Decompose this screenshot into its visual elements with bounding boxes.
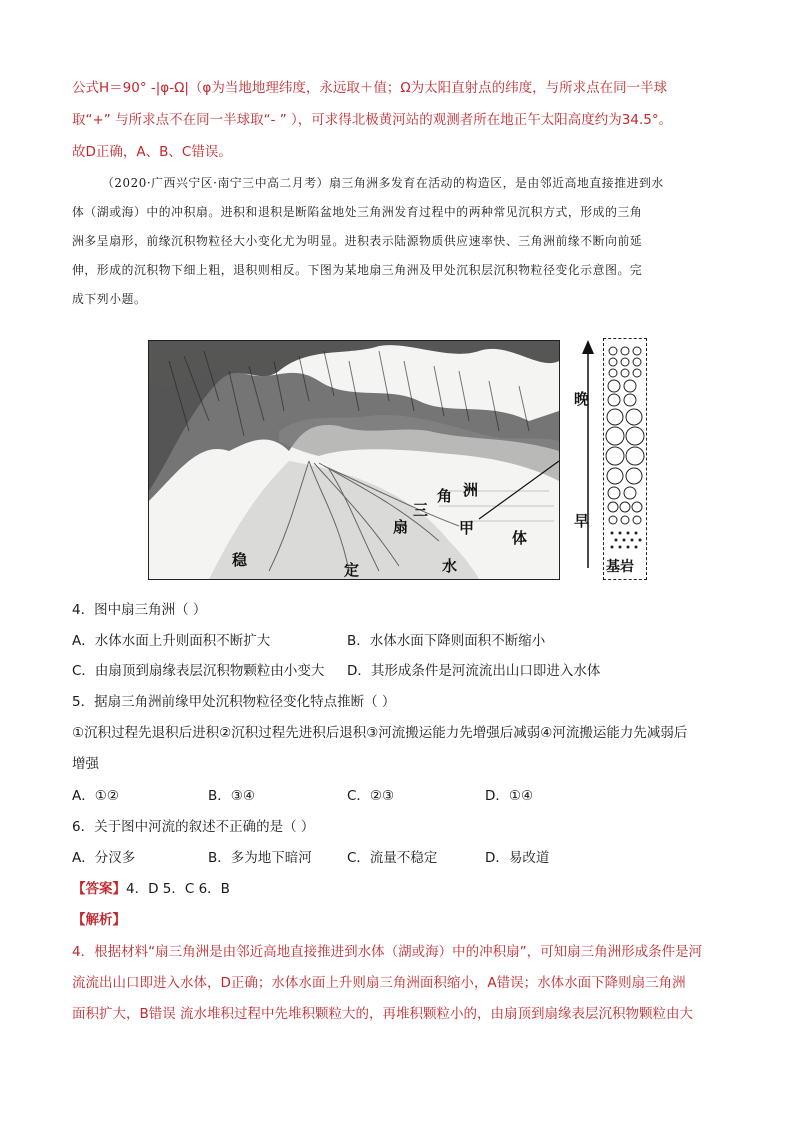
fan-delta-figure [148, 338, 648, 580]
q4-option-b: B．水体水面下降则面积不断缩小 [347, 633, 546, 649]
q4-option-c: C．由扇顶到扇缘表层沉积物颗粒由小变大 [72, 663, 325, 679]
q5-stem: 5．据扇三角洲前缘甲处沉积物粒径变化特点推断（ ） [72, 694, 396, 710]
answer-text: 4．D 5．C 6．B [126, 881, 230, 897]
label-late: 晚 [574, 390, 590, 408]
label-jia: 甲 [459, 519, 475, 537]
label-bedrock: 基岩 [606, 559, 634, 575]
q4-stem: 4．图中扇三角洲（ ） [72, 602, 207, 618]
analysis-line-1: 4．根据材料“扇三角洲是由邻近高地直接推进到水体（湖或海）中的冲积扇”，可知扇三角洲形成条件是河 [72, 944, 703, 960]
passage-line-1: （2020·广西兴宁区·南宁三中高二月考）扇三角洲多发育在活动的构造区，是由邻近高地直接推进到水 [102, 176, 664, 190]
q5-option-a: A．①② [72, 788, 119, 804]
label-early: 早 [574, 512, 590, 530]
q6-option-c: C．流量不稳定 [347, 850, 438, 866]
fan-delta-illustration [148, 340, 560, 580]
label-jiao: 角 [437, 487, 453, 505]
analysis-tag: 【解析】 [72, 912, 126, 928]
q6-stem: 6．关于图中河流的叙述不正确的是（ ） [72, 819, 315, 835]
label-ding: 定 [344, 561, 360, 579]
passage-line-2: 体（湖或海）中的冲积扇。进积和退积是断陷盆地处三角洲发育过程中的两种常见沉积方式，形成的三角 [72, 205, 643, 219]
label-water: 水 [442, 557, 458, 575]
q6-option-b: B．多为地下暗河 [208, 850, 312, 866]
analysis-line-3: 面积扩大，B错误 流水堆积过程中先堆积颗粒大的，再堆积颗粒小的，由扇顶到扇缘表层沉积物颗粒由大 [72, 1006, 694, 1022]
q6-option-d: D．易改道 [485, 850, 550, 866]
answer-tag: 【答案】 [72, 881, 126, 897]
intro-line-3: 故D正确，A、B、C错误。 [72, 144, 232, 160]
sediment-grains [604, 339, 646, 579]
passage-line-3: 洲多呈扇形，前缘沉积物粒径大小变化尤为明显。进积表示陆源物质供应速率快、三角洲前缘不断向前延 [72, 234, 643, 248]
q4-option-d: D．其形成条件是河流流出山口即进入水体 [347, 663, 601, 679]
label-zhou: 洲 [463, 481, 479, 499]
label-san: 三 [413, 501, 429, 519]
analysis-tag-line [72, 910, 126, 930]
label-stable: 稳 [232, 551, 248, 569]
answer-line [72, 879, 230, 899]
terrain-drawing [149, 341, 559, 579]
q6-option-a: A．分汊多 [72, 850, 136, 866]
label-body: 体 [512, 529, 528, 547]
sediment-column [603, 338, 647, 580]
q5-option-c: C．②③ [347, 788, 395, 804]
q5-body-line-2: 增强 [72, 756, 99, 772]
q5-option-d: D．①④ [485, 788, 534, 804]
q5-body-line-1: ①沉积过程先退积后进积②沉积过程先进积后退积③河流搬运能力先增强后减弱④河流搬运能力先减弱后 [72, 725, 688, 741]
time-arrow [568, 338, 598, 578]
analysis-line-2: 流流出山口即进入水体，D正确；水体水面上升则扇三角洲面积缩小，A错误；水体水面下降则扇三角洲 [72, 975, 686, 991]
label-shan: 扇 [393, 518, 409, 536]
intro-line-2: 取“+” 与所求点不在同一半球取“- ” ），可求得北极黄河站的观测者所在地正午太阳高度约为34.5°。 [72, 112, 673, 128]
intro-line-1: 公式H＝90° -|φ-Ω|（φ为当地地理纬度，永远取＋值；Ω为太阳直射点的纬度，与所求点在同一半球 [72, 80, 668, 96]
q5-option-b: B．③④ [208, 788, 255, 804]
q4-option-a: A．水体水面上升则面积不断扩大 [72, 633, 271, 649]
passage-line-4: 伸，形成的沉积物下细上粗，退积则相反。下图为某地扇三角洲及甲处沉积层沉积物粒径变化示意图。完 [72, 263, 643, 277]
passage-line-5: 成下列小题。 [72, 292, 147, 306]
